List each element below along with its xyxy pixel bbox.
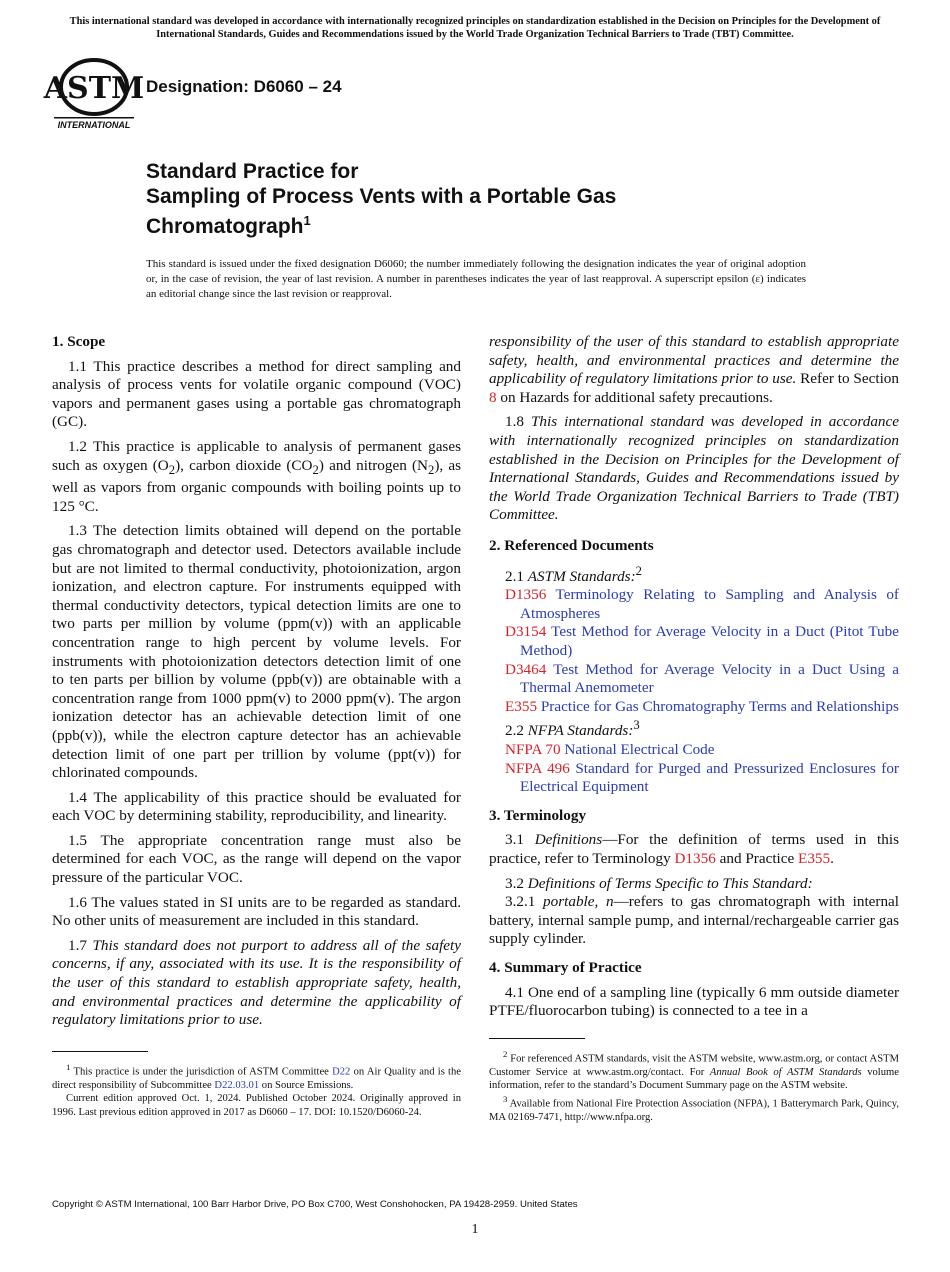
title-footnote-mark: 1 — [303, 213, 311, 228]
para-1-7: 1.7 This standard does not purport to address all of the safety concerns, if any, associated with its use. It is the responsibility of the user of this standard to establish appropriate safety, health, and environmental practices and determine the applicability of regulatory limitations prior to use. — [52, 936, 462, 1029]
ref-item[interactable]: E355 Practice for Gas Chromatography Terms and Relationships — [505, 697, 899, 715]
para-3-2-1: 3.2.1 portable, n—refers to gas chromatograph with internal battery, internal sample pump, and internal/rechargeable carrier gas supply cylinder. — [489, 893, 900, 948]
para-1-5: 1.5 The appropriate concentration range must also be determined for each VOC, as the range will depend on the vapor pressure of the particular VOC. — [52, 831, 461, 887]
right-column — [489, 333, 899, 1027]
footnote-2: $^2$ For referenced ASTM standards, visit the ASTM website, www.astm.org, or contact ASTM Customer Service at www.astm.org/contact. For Annual Book of ASTM Standards volume information, refer to the standard’s Document Summary page on the ASTM website. — [489, 1049, 899, 1092]
left-column — [52, 333, 462, 1029]
section-heading-scope: 1. Scope — [52, 333, 106, 350]
page-number: 1 — [471, 1222, 479, 1237]
astm-logo — [43, 58, 145, 130]
astm-logo-icon — [43, 58, 145, 130]
subcommittee-link[interactable]: D22.03.01 — [214, 1079, 260, 1091]
footnote-rule — [52, 1051, 148, 1052]
footnote-1-edition: Current edition approved Oct. 1, 2024. Published October 2024. Originally approved in 1996. Last previous edition approved in 2017 as D6060 – 17. DOI: 10.1520/D6060-24. — [52, 1093, 461, 1118]
section-heading-summary: 4. Summary of Practice — [489, 958, 642, 976]
title-line-1: Standard Practice for — [146, 160, 359, 183]
designation: Designation: D6060 – 24 — [146, 77, 342, 96]
para-1-7-continued: responsibility of the user of this standard to establish appropriate safety, health, and environmental practices and determine the applicability of regulatory limitations prior to use. Refer to Section 8 on Hazards for additional safety precautions. — [489, 333, 899, 406]
document-title — [146, 160, 766, 240]
d1356-link[interactable]: D1356 — [674, 849, 716, 867]
issuance-statement: This standard is issued under the fixed designation D6060; the number immediately following the designation indicates the year of original adoption or, in the case of revision, the year of last revision. A number in parentheses indicates the year of last reapproval. A superscript epsilon (ε) indicates an editorial change since the last revision or reapproval. — [146, 258, 806, 300]
copyright: Copyright © ASTM International, 100 Barr Harbor Drive, PO Box C700, West Conshohocken, PA 19428-2959. United States — [52, 1199, 578, 1210]
footnote-1: $^1$ This practice is under the jurisdiction of ASTM Committee D22 on Air Quality and is the direct responsibility of Subcommittee D22.03.01 on Source Emissions. — [52, 1062, 461, 1091]
astm-standards-label: 2.1 ASTM Standards:$^2$ — [505, 563, 642, 585]
ref-item[interactable]: NFPA 496 Standard for Purged and Pressurized Enclosures for Electrical Equipment — [505, 759, 899, 796]
footnote-rule — [489, 1038, 585, 1039]
right-footnotes — [489, 1038, 899, 1124]
section-heading-referenced-documents: 2. Referenced Documents — [489, 536, 654, 554]
para-1-2: 1.2 This practice is applicable to analysis of permanent gases such as oxygen $(O_2)$, carbon dioxide $(CO_2)$ and nitrogen $(N_2)$, as well as vapors from organic compounds with boiling points up to 125 °C. — [52, 437, 462, 515]
ref-item[interactable]: D1356 Terminology Relating to Sampling and Analysis of Atmospheres — [505, 586, 899, 622]
footnote-3: $^3$ Available from National Fire Protection Association (NFPA), 1 Batterymarch Park, Quincy, MA 02169-7471, http://www.nfpa.org. — [489, 1093, 899, 1123]
title-line-2: Sampling of Process Vents with a Portable Gas Chromatograph$^1$ — [146, 184, 617, 238]
logo-org: INTERNATIONAL — [57, 120, 131, 130]
ref-item[interactable]: NFPA 70 National Electrical Code — [505, 741, 715, 758]
logo-letters: ASTM — [43, 71, 145, 106]
committee-link[interactable]: D22 — [332, 1066, 351, 1078]
ref-item[interactable]: D3154 Test Method for Average Velocity in a Duct (Pitot Tube Method) — [505, 623, 899, 659]
para-3-1: 3.1 Definitions—For the definition of terms used in this practice, refer to Terminology D1356 and Practice E355. — [489, 831, 899, 867]
para-1-8: 1.8 This international standard was developed in accordance with internationally recognized principles on standardization established in the Decision on Principles for the Development of International Standards, Guides and Recommendations issued by the World Trade Organization Technical Barriers to Trade (TBT) Committee. — [489, 413, 900, 524]
left-footnotes — [52, 1051, 461, 1119]
section-8-link[interactable]: 8 — [489, 388, 497, 406]
para-3-2: 3.2 Definitions of Terms Specific to This Standard: — [505, 874, 813, 892]
ref-item[interactable]: D3464 Test Method for Average Velocity in a Duct Using a Thermal Anemometer — [505, 660, 899, 697]
para-1-1: 1.1 This practice describes a method for direct sampling and analysis of process vents for volatile organic compound (VOC) vapors and permanent gases using a portable gas chromatograph (GC). — [52, 357, 461, 431]
para-4-1: 4.1 One end of a sampling line (typically 6 mm outside diameter PTFE/fluorocarbon tubing) is connected to a tee in a — [489, 983, 899, 1020]
para-1-3: 1.3 The detection limits obtained will depend on the portable gas chromatograph and detector used. Detectors available include but are not limited to thermal conductivity, photoionization, argon ionization, and electron capture. For instruments equipped with thermal conductivity detectors, typical detection limits are one to two parts per million by volume (ppm(v)) with an applicable concentration range to high percent by volume levels. For instruments with photoionization detectors detection limit of one to ten parts per billion by volume (ppb(v)) are obtainable with a concentration range from 1000 ppm(v) to 2000 ppm(v). The argon ionization detector has an achievable detection limit of one (ppb(v)), while the electron capture detector has an achievable detection limit of one part per trillion by volume (ppt(v)) for chlorinated compounds. — [52, 522, 461, 782]
e355-link[interactable]: E355 — [798, 849, 831, 867]
nfpa-standards-label: 2.2 NFPA Standards:$^3$ — [505, 718, 640, 740]
section-heading-terminology: 3. Terminology — [489, 806, 587, 824]
para-1-6: 1.6 The values stated in SI units are to be regarded as standard. No other units of measurement are included in this standard. — [52, 893, 461, 930]
tbt-notice: This international standard was developed in accordance with internationally recognized principles on standardization established in the Decision on Principles for the Development of International Standards, Guides and Recommendations issued by the World Trade Organization Technical Barriers to Trade (TBT) Committee. — [69, 16, 881, 40]
para-1-4: 1.4 The applicability of this practice should be evaluated for each VOC by determining stability, reproducibility, and linearity. — [52, 788, 461, 825]
